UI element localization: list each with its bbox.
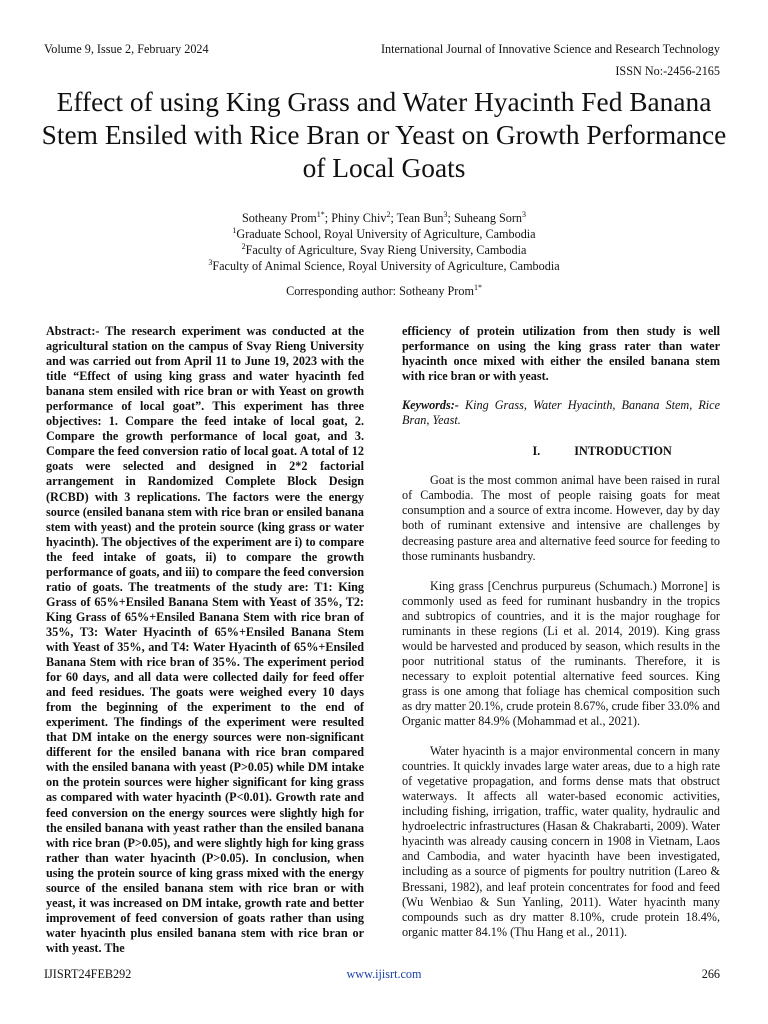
footer-page-number: 266 — [701, 967, 720, 981]
paper-title: Effect of using King Grass and Water Hyacinth Fed Banana Stem Ensiled with Rice Bran or Yeast on Growth Performance of Local Goats — [41, 87, 727, 183]
section-title: INTRODUCTION — [574, 444, 672, 459]
intro-paragraph-2: King grass [Cenchrus purpureus (Schumach.) Morrone] is commonly used as feed for ruminant husbandry in the tropics and subtropics of countries, and it is the major roughage for ruminants in these regions (Li et al. 2014, 2019). King grass would be harvested and produced by season, which results in the poor nutritional status of the ruminants. Therefore, it is necessary to exploit potential alternative feed sources. King grass is one among that foliage has chemical composition such as dry matter 20.1%, crude protein 8.67%, crude fiber 33.0% and Organic matter 84.9% (Mohammad et al., 2021). — [402, 578, 720, 729]
author-name: ; Suheang Sorn — [447, 211, 523, 225]
affiliation-text: Faculty of Agriculture, Svay Rieng University, Cambodia — [245, 243, 527, 257]
keywords — [402, 398, 720, 428]
keywords-text: King Grass, Water Hyacinth, Banana Stem, Rice Bran, Yeast. — [402, 398, 720, 428]
footer-article-id: IJISRT24FEB292 — [44, 967, 132, 981]
author-name: ; Phiny Chiv — [324, 211, 387, 225]
right-column — [402, 324, 720, 955]
left-column — [46, 324, 364, 956]
running-header-volume: Volume 9, Issue 2, February 2024 — [44, 42, 209, 56]
author-affiliation-mark: 3 — [443, 209, 448, 219]
author-block — [60, 210, 708, 274]
abstract-continued: efficiency of protein utilization from then study is well performance on using the king grass rater than water hyacinth once mixed with either the ensiled banana stem with rice bran or with yeast. — [402, 324, 720, 384]
affiliation-mark: 3 — [208, 257, 213, 267]
issn-number: ISSN No:-2456-2165 — [615, 64, 720, 78]
affiliation-2 — [60, 242, 708, 258]
keywords-label: Keywords:- — [402, 398, 459, 413]
affiliation-text: Graduate School, Royal University of Agriculture, Cambodia — [236, 227, 536, 241]
section-heading — [402, 444, 720, 459]
affiliation-mark: 2 — [241, 241, 246, 251]
corresponding-author-text: Corresponding author: Sotheany Prom — [286, 284, 474, 298]
author-name: ; Tean Bun — [390, 211, 444, 225]
corresponding-author — [60, 284, 708, 299]
running-header-journal: International Journal of Innovative Science and Research Technology — [380, 42, 720, 56]
corresponding-author-mark: 1* — [473, 282, 482, 292]
author-affiliation-mark: 2 — [386, 209, 391, 219]
intro-paragraph-3: Water hyacinth is a major environmental concern in many countries. It quickly invades large water areas, due to a high rate of vegetative propagation, and forms dense mats that obstruct waterways. It affects all water-based economic activities, including fishing, irrigation, traffic, water quality, hydraulic and hydroelectric infrastructures (Hasan & Chakrabarti, 2009). Water hyacinth was already causing concern in 1908 in Vietnam, Laos and Cambodia, and water hyacinth have been investigated, including as a source of pigments for poultry nutrition (Lareo & Bressani, 1982), and leaf protein concentrates for food and feed (Wu Wenbiao & Sun Yanling, 2011). Water hyacinth many compounds such as dry matter 8.10%, crude protein 18.4%, organic matter 84.1% (Thu Hang et al., 2011). — [402, 744, 720, 939]
author-affiliation-mark: 3 — [522, 209, 527, 219]
affiliation-mark: 1 — [232, 225, 237, 235]
footer-website-link[interactable]: www.ijisrt.com — [346, 967, 422, 981]
affiliation-3 — [60, 258, 708, 274]
author-affiliation-mark: 1* — [316, 209, 325, 219]
section-number: I. — [532, 444, 541, 459]
author-name: Sotheany Prom — [241, 211, 317, 225]
affiliation-1 — [60, 226, 708, 242]
affiliation-text: Faculty of Animal Science, Royal University of Agriculture, Cambodia — [212, 259, 560, 273]
intro-paragraph-1: Goat is the most common animal have been raised in rural of Cambodia. The most of people raising goats for meat consumption and a source of extra income. However, day by day both of ruminant extensive and intensive are challenges by decreasing pasture area and alternative feed source for feeding to those ruminants husbandry. — [402, 473, 720, 563]
abstract-text: Abstract:- The research experiment was conducted at the agricultural station on the campus of Svay Rieng University and was carried out from April 11 to June 19, 2023 with the title “Effect of using king grass and water hyacinth fed banana stem ensiled with rice bran or with Yeast on growth performance of local goat”. This experiment has three objectives: 1. Compare the feed intake of local goat, 2. Compare the growth performance of local goat, and 3. Compare the feed conversion ratio of local goat. A total of 12 goats were selected and designed in 2*2 factorial arrangement in Randomized Complete Block Design (RCBD) with 3 replications. The factors were the energy source (ensiled banana stem with rice bran or ensiled banana stem with yeast) and the protein source (king grass or water hyacinth). The objectives of the experiment are i) to compare the feed intake of goats, ii) to compare the growth performance of goats, and iii) to compare the feed conversion ratio of goats. The treatments of the study are: T1: King Grass of 65%+Ensiled Banana Stem with Yeast of 35%, T2: King Grass of 65%+Ensiled Banana Stem with rice bran of 35%, T3: Water Hyacinth of 65%+Ensiled Banana Stem with Yeast of 35%, and T4: Water Hyacinth of 65%+Ensiled Banana Stem with rice bran of 35%. The experiment period for 60 days, and all data were collected daily for feed offer and feed residues. The goats were weighed every 10 days from the beginning of the experiment to the end of experiment. The findings of the experiment were resulted that DM intake on the energy sources were non-significant different for the ensiled banana with rice bran compared with the ensiled banana with yeast (P>0.05) while DM intake on the protein sources were higher significant for king grass as compared with water hyacinth (P<0.01). Growth rate and feed conversion on the energy sources were slightly high for the ensiled banana with yeast rather than the ensiled banana with rice bran (P>0.05), and were slightly high for king grass rather than water hyacinth (P>0.05). In conclusion, when using the protein source of king grass mixed with the energy source of the ensiled banana stem with rice bran or with yeast, it was increased on DM intake, growth rate and better improvement of feed conversion of goats rather than using water hyacinth plus ensiled banana stem with rice bran or with yeast. The — [46, 324, 364, 955]
author-list — [60, 210, 708, 226]
